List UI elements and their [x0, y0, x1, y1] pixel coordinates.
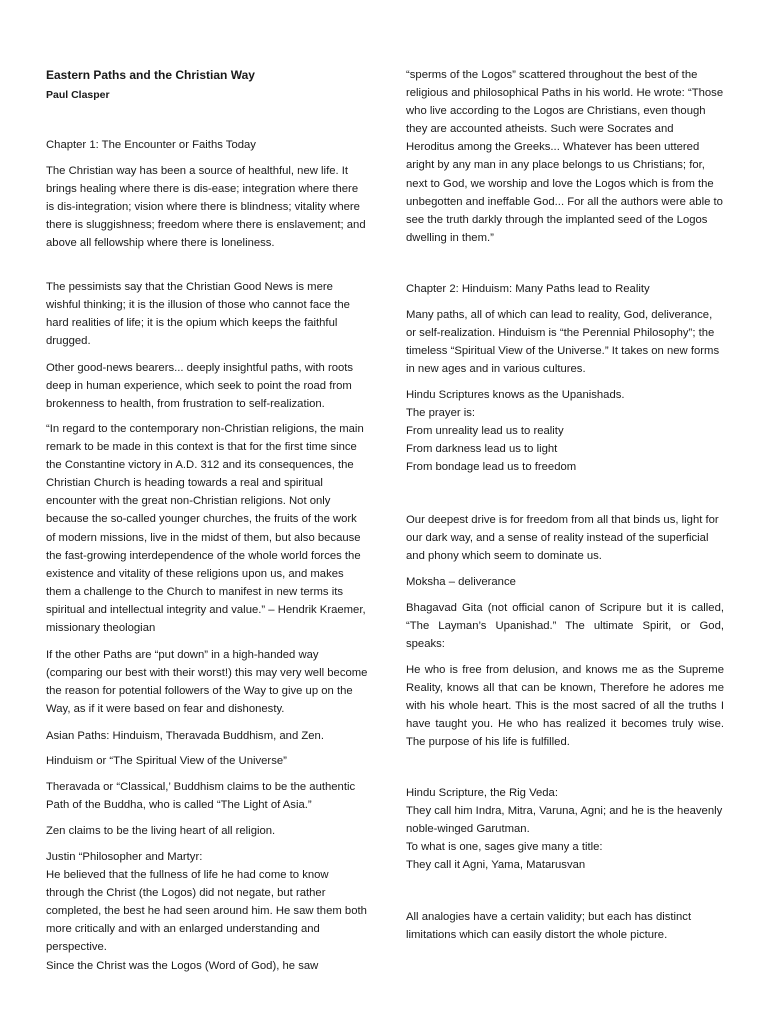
paragraph: Many paths, all of which can lead to reality, God, deliverance, or self-realization. Hinduism is “the Perennial Philosophy”; the timeless “Spiritual View of the Universe.” It takes on new forms in new ages and in various cultures. [406, 309, 720, 376]
chapter-2-heading: Chapter 2: Hinduism: Many Paths lead to Reality [406, 283, 650, 295]
paragraph-continuation: Since the Christ was the Logos (Word of God), he saw [46, 960, 319, 972]
chapter-1-heading: Chapter 1: The Encounter or Faiths Today [46, 139, 256, 151]
rig-veda-verse: To what is one, sages give many a title: [406, 841, 603, 853]
justin-line: Justin “Philosopher and Martyr: [46, 851, 203, 863]
paragraph: If the other Paths are “put down” in a high-handed way (comparing our best with their worst!) this may very well become the reason for potential followers of the Way to give up on the Way, as if it were based on fear and dishonesty. [46, 649, 368, 716]
paragraph: Bhagavad Gita (not official canon of Scripure but it is called, “The Layman’s Upanishad.” The ultimate Spirit, or God, speaks: [406, 602, 724, 651]
document-title: Eastern Paths and the Christian Way [46, 68, 255, 82]
paragraph: Theravada or “Classical,’ Buddhism claims to be the authentic Path of the Buddha, who is called “The Light of Asia.” [46, 781, 356, 812]
hinduism-line: Hinduism or “The Spiritual View of the Universe” [46, 755, 287, 767]
rig-veda-heading: Hindu Scripture, the Rig Veda: [406, 787, 558, 799]
prayer-line: From darkness lead us to light [406, 443, 558, 455]
upanishads-line: Hindu Scriptures knows as the Upanishads. [406, 389, 625, 401]
paragraph: The Christian way has been a source of healthful, new life. It brings healing where there is dis-ease; integration where there is dis-integration; vision where there is blindness; vitality where there is sluggishness; freedom where there is enslavement; and above all fellowship where there is loneliness. [46, 165, 366, 250]
document-author: Paul Clasper [46, 89, 110, 101]
paragraph: Other good-news bearers... deeply insightful paths, with roots deep in human experience, which seek to point the road from brokenness to health, from frustration to self-realization. [46, 362, 354, 411]
rig-veda-verse: They call it Agni, Yama, Matarusvan [406, 859, 586, 871]
zen-line: Zen claims to be the living heart of all religion. [46, 825, 276, 837]
paragraph: The pessimists say that the Christian Good News is mere wishful thinking; it is the illusion of those who cannot face the hard realities of life; it is the opium which keeps the faithful drugged. [46, 281, 350, 348]
paragraph: All analogies have a certain validity; but each has distinct limitations which can easily distort the whole picture. [406, 911, 692, 942]
gita-quote: He who is free from delusion, and knows me as the Supreme Reality, knows all that can be known, Therefore he adores me with his whole heart. This is the most sacred of all the truths I have taught you. He who has realized it becomes truly wise. The purpose of his life is fulfilled. [406, 664, 724, 749]
prayer-line: From unreality lead us to reality [406, 425, 564, 437]
paragraph-quote: “In regard to the contemporary non-Christian religions, the main remark to be made in this context is that for the first time since the Constantine victory in A.D. 312 and its consequences, the Christian Church is heading towards a real and spiritual encounter with the great non-Christian religions. Not only because the so-called younger churches, the fruits of the work of modern missions, live in the midst of them, but also because the fast-growing interdependence of the whole world forces the existence and vitality of these religions upon us, and makes them a challenge to the Church to manifest in new terms its spiritual and intellectual integrity and value.” – Hendrik Kraemer, missionary theologian [46, 423, 366, 635]
paragraph: He believed that the fullness of life he had come to know through the Christ (the Logos) did not negate, but rather completed, the best he had seen around him. He saw them both more critically and with an enlarged understanding and perspective. [46, 869, 367, 954]
prayer-line: From bondage lead us to freedom [406, 461, 577, 473]
moksha-line: Moksha – deliverance [406, 576, 516, 588]
paragraph-continued: “sperms of the Logos” scattered throughout the best of the religious and philosophical Paths in his world. He wrote: “Those who live according to the Logos are Christians, even though they are accounted atheists. Such were Socrates and Heroditus among the Greeks... Whatever has been uttered aright by any man in any place belongs to us Christians; for, next to God, we worship and love the Logos which is from the unbegotten and ineffable God... For all the authors were able to see the truth darkly through the implanted seed of the Logos dwelling in them.” [406, 69, 724, 244]
asian-paths-line: Asian Paths: Hinduism, Theravada Buddhism, and Zen. [46, 730, 324, 742]
prayer-intro: The prayer is: [406, 407, 476, 419]
paragraph: Our deepest drive is for freedom from all that binds us, light for our dark way, and a sense of reality instead of the superficial and phony which seem to dominate us. [406, 514, 719, 563]
rig-veda-verse: They call him Indra, Mitra, Varuna, Agni; and he is the heavenly noble-winged Garutman. [406, 805, 723, 836]
